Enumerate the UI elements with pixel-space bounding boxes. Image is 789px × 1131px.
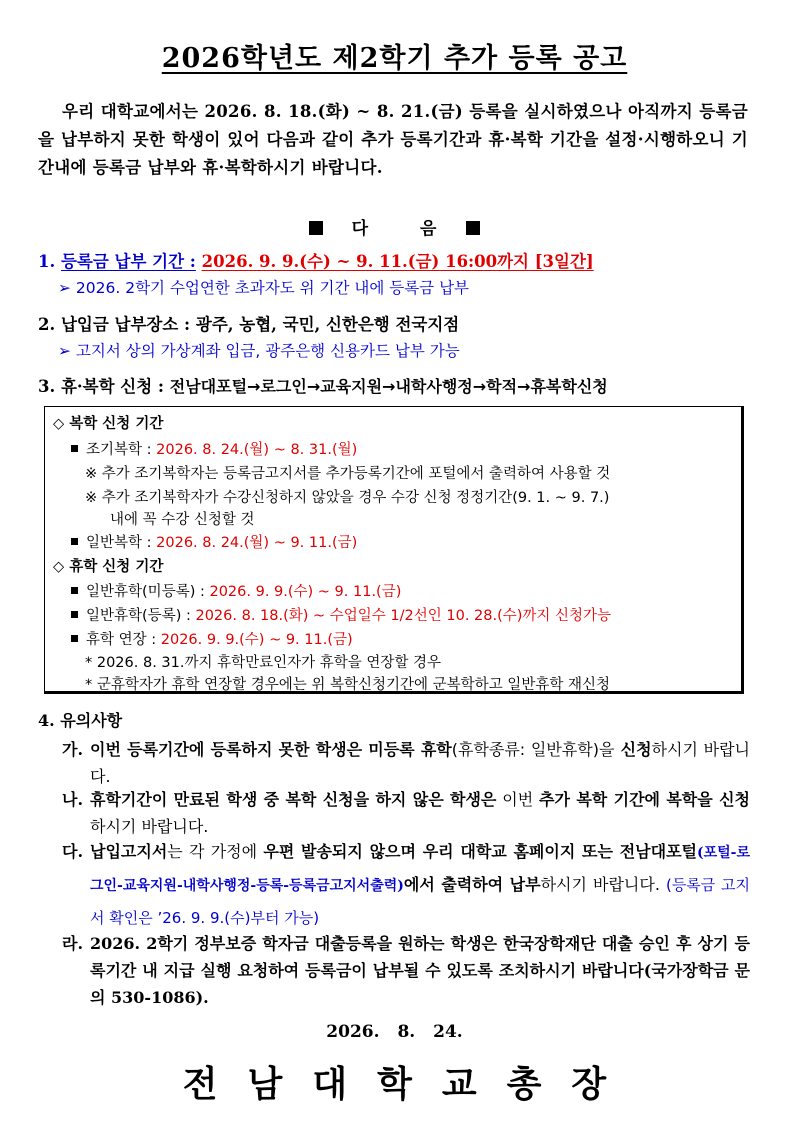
note-da-bold-3: 전남대포털 bbox=[619, 842, 697, 861]
section-4-label: 유의사항 bbox=[60, 711, 123, 730]
leave-unregistered-period: 2026. 9. 9.(수) ~ 9. 11.(금) bbox=[209, 584, 402, 600]
general-return-period: 2026. 8. 24.(월) ~ 9. 11.(금) bbox=[156, 535, 358, 551]
note-da-portal-path: (포털-로그인-교육지원-내학사행정-등록-등록금고지서출력) bbox=[90, 845, 750, 894]
early-return-note-2a: ※ 추가 조기복학자가 수강신청하지 않았을 경우 수강 신청 정정기간(9. 1. ~ 9. 7.) bbox=[85, 490, 610, 506]
section-2-value: 광주, 농협, 국민, 신한은행 전국지점 bbox=[195, 315, 460, 334]
section-1-sub: ➢ 2026. 2학기 수업연한 초과자도 위 기간 내에 등록금 납부 bbox=[58, 279, 470, 297]
note-na-key: 나. bbox=[62, 790, 84, 809]
section-2-label: 납입금 납부장소 : bbox=[60, 315, 191, 334]
black-square-icon bbox=[309, 221, 323, 235]
section-1-number: 1. bbox=[38, 252, 56, 271]
note-na-normal: 이번 bbox=[496, 790, 540, 809]
leave-extend-note-2: * 군휴학자가 휴학 연장할 경우에는 위 복학신청기간에 군복학하고 일반휴학 재신청 bbox=[85, 677, 610, 693]
early-return-item bbox=[71, 438, 357, 459]
leave-registered-period: 2026. 8. 18.(화) ~ 수업일수 1/2선인 10. 28.(수)까지 신청가능 bbox=[195, 608, 612, 624]
leave-period-header: ◇ 휴학 신청 기간 bbox=[53, 559, 164, 575]
notice-date: 2026. 8. 24. bbox=[326, 1022, 463, 1042]
black-square-icon bbox=[466, 221, 480, 235]
note-ra-text: 2026. 2학기 정부보증 학자금 대출등록을 원하는 학생은 한국장학재단 대출 승인 후 상기 등록기간 내 지급 실행 요청하여 등록금이 납부될 수 있도록 조치하시기 바랍니다(국가장학금 문의 530-1086). bbox=[90, 934, 750, 1007]
leave-registered-label: 일반휴학(등록) : bbox=[86, 608, 196, 624]
intro-paragraph: 우리 대학교에서는 2026. 8. 18.(화) ~ 8. 21.(금) 등록을 실시하였으나 아직까지 등록금을 납부하지 못한 학생이 있어 다음과 같이 추가 등록기간과 휴·복학 기간을 설정·시행하오니 기간내에 등록금 납부와 휴·복학하시기 바랍니다. bbox=[38, 102, 748, 177]
note-na bbox=[38, 786, 752, 842]
note-ga-bold: 이번 등록기간에 등록하지 못한 학생은 미등록 휴학 bbox=[90, 740, 452, 759]
divider-word-left: 다 bbox=[351, 219, 370, 239]
note-ra-key: 라. bbox=[62, 934, 84, 953]
note-ga-key: 가. bbox=[62, 740, 84, 759]
early-return-label: 조기복학 : bbox=[86, 442, 157, 458]
note-da-notice-date: (등록금 고지서 확인은 ’26. 9. 9.(수)부터 가능) bbox=[90, 876, 750, 927]
leave-extend-label: 휴학 연장 : bbox=[86, 632, 161, 648]
note-na-normal-2: 하시기 바랍니다. bbox=[90, 817, 209, 836]
section-3-value: 전남대포털→로그인→교육지원→내학사행정→학적→휴복학신청 bbox=[169, 377, 608, 396]
leave-unregistered-item bbox=[71, 580, 401, 601]
early-return-note-1: ※ 추가 조기복학자는 등록금고지서를 추가등록기간에 포털에서 출력하여 사용할 것 bbox=[85, 466, 611, 482]
section-1-label: 등록금 납부 기간 : bbox=[60, 252, 196, 271]
bullet-icon bbox=[71, 445, 78, 452]
notice-title-text: 2026학년도 제2학기 추가 등록 공고 bbox=[161, 43, 628, 74]
section-3-label: 휴·복학 신청 : bbox=[60, 377, 165, 396]
section-2-number: 2. bbox=[38, 315, 56, 334]
leave-extend-item bbox=[71, 628, 353, 649]
return-period-header: ◇ 복학 신청 기간 bbox=[53, 416, 164, 432]
section-3 bbox=[38, 373, 608, 397]
leave-registered-item bbox=[71, 604, 611, 625]
note-da-normal-2: 하시기 바랍니다. bbox=[540, 875, 666, 894]
general-return-label: 일반복학 : bbox=[86, 535, 157, 551]
note-na-bold-2: 추가 복학 bbox=[539, 790, 608, 809]
note-ra bbox=[38, 930, 752, 1014]
section-3-number: 3. bbox=[38, 377, 56, 396]
note-na-bold-3: 기간에 복학을 신청 bbox=[613, 790, 750, 809]
early-return-note-2b: 내에 꼭 수강 신청할 것 bbox=[110, 512, 255, 528]
signature: 전남대학교총장 bbox=[182, 1063, 637, 1105]
section-divider-heading bbox=[0, 214, 789, 239]
bullet-icon bbox=[71, 635, 78, 642]
note-da-bold-2: 우편 발송되지 않으며 우리 대학교 홈페이지 또는 bbox=[263, 842, 613, 861]
general-return-item bbox=[71, 531, 357, 552]
note-da-bold-5: 납부 bbox=[509, 875, 541, 894]
early-return-period: 2026. 8. 24.(월) ~ 8. 31.(월) bbox=[156, 442, 358, 458]
note-da-key: 다. bbox=[62, 842, 84, 861]
section-2 bbox=[38, 311, 459, 335]
note-da bbox=[38, 836, 752, 926]
note-da-normal: 는 각 가정에 bbox=[167, 842, 264, 861]
leave-unregistered-label: 일반휴학(미등록) : bbox=[86, 584, 210, 600]
bullet-icon bbox=[71, 538, 78, 545]
note-da-bold: 납입고지서 bbox=[90, 842, 168, 861]
note-da-bold-4: 에서 출력하여 bbox=[403, 875, 504, 894]
leave-extend-period: 2026. 9. 9.(수) ~ 9. 11.(금) bbox=[160, 632, 353, 648]
note-na-bold: 휴학기간이 만료된 학생 중 복학 신청을 하지 않은 학생은 bbox=[90, 790, 497, 809]
bullet-icon bbox=[71, 611, 78, 618]
section-1 bbox=[38, 248, 594, 272]
note-ga bbox=[38, 736, 752, 792]
section-2-sub: ➢ 고지서 상의 가상계좌 입금, 광주은행 신용카드 납부 가능 bbox=[58, 342, 460, 360]
section-4-number: 4. bbox=[38, 711, 55, 730]
note-ga-normal: (휴학종류: 일반휴학)을 bbox=[451, 740, 615, 759]
note-ga-normal-2: 하시기 바랍니다. bbox=[90, 740, 750, 786]
divider-word-right: 음 bbox=[419, 219, 438, 239]
notice-title bbox=[0, 36, 789, 75]
section-4 bbox=[38, 708, 122, 731]
note-ga-bold-2: 신청 bbox=[620, 740, 652, 759]
leave-extend-note-1: * 2026. 8. 31.까지 휴학만료인자가 휴학을 연장할 경우 bbox=[85, 655, 442, 671]
section-1-period: 2026. 9. 9.(수) ~ 9. 11.(금) 16:00까지 [3일간] bbox=[201, 252, 594, 271]
leave-return-period-box bbox=[44, 406, 744, 694]
bullet-icon bbox=[71, 587, 78, 594]
